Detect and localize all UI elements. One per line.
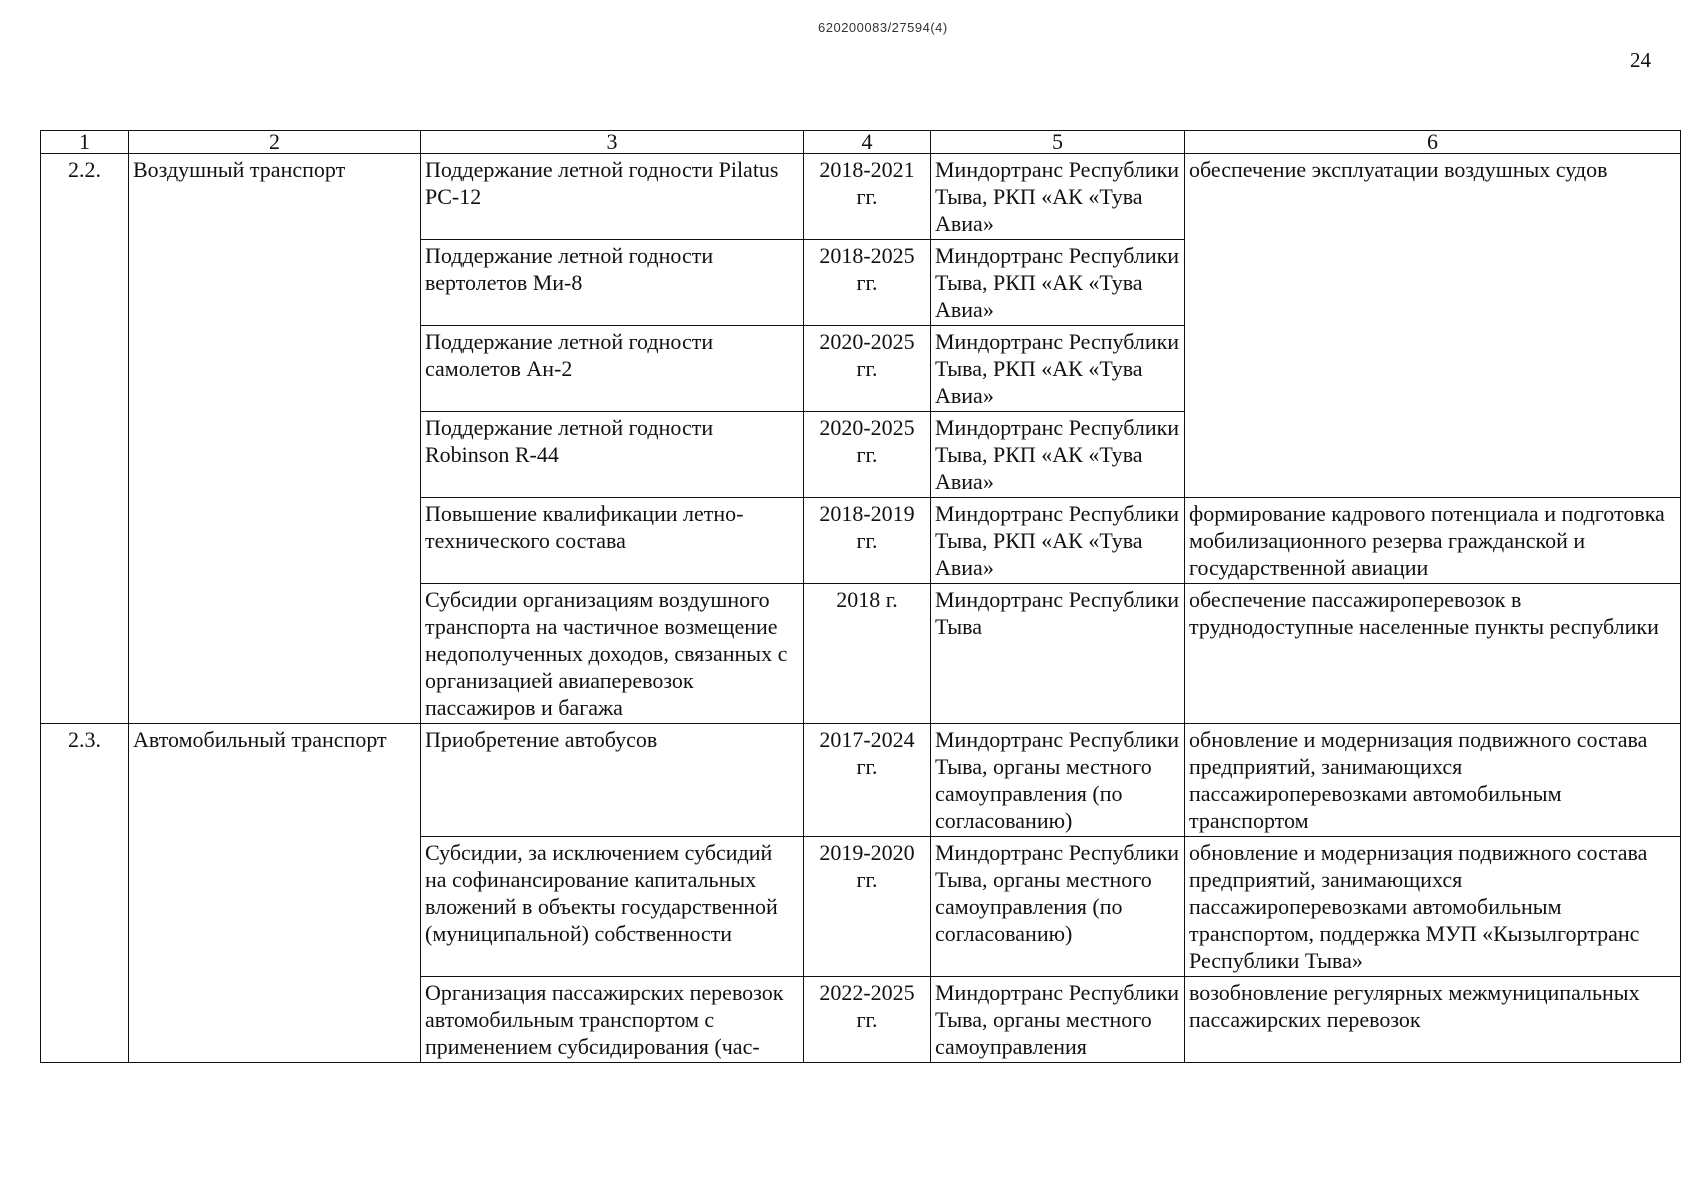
header-col-3: 3	[421, 131, 804, 154]
period-cell: 2018-2019 гг.	[804, 498, 931, 584]
section-name: Воздушный транспорт	[129, 154, 421, 724]
executor-cell: Миндортранс Республики Тыва, органы местного самоуправления (по согласованию)	[931, 837, 1185, 977]
executor-cell: Миндортранс Республики Тыва, РКП «АК «Тува Авиа»	[931, 326, 1185, 412]
header-row	[41, 131, 1681, 154]
executor-cell: Миндортранс Республики Тыва, РКП «АК «Тува Авиа»	[931, 240, 1185, 326]
measure-cell: Организация пассажирских перевозок автомобильным транспортом с применением субсидирования (час-	[421, 977, 804, 1063]
measure-cell: Поддержание летной годности Pilatus PC-12	[421, 154, 804, 240]
period-cell: 2020-2025 гг.	[804, 412, 931, 498]
section-number: 2.3.	[41, 724, 129, 1063]
executor-cell: Миндортранс Республики Тыва, органы местного самоуправления	[931, 977, 1185, 1063]
page-number: 24	[1630, 48, 1651, 72]
measure-cell: Поддержание летной годности самолетов Ан-2	[421, 326, 804, 412]
measure-cell: Поддержание летной годности вертолетов Ми-8	[421, 240, 804, 326]
period-cell: 2022-2025 гг.	[804, 977, 931, 1063]
section-name: Автомобильный транспорт	[129, 724, 421, 1063]
measure-cell: Субсидии, за исключением субсидий на софинансирование капитальных вложений в объекты государственной (муниципальной) собственности	[421, 837, 804, 977]
result-cell: обеспечение пассажироперевозок в труднодоступные населенные пункты республики	[1185, 584, 1681, 724]
result-cell: обновление и модернизация подвижного состава предприятий, занимающихся пассажироперевозками автомобильным транспортом, поддержка МУП «Кызылгортранс Республики Тыва»	[1185, 837, 1681, 977]
period-cell: 2017-2024 гг.	[804, 724, 931, 837]
period-cell: 2018-2025 гг.	[804, 240, 931, 326]
period-cell: 2018-2021 гг.	[804, 154, 931, 240]
table-row	[41, 724, 1681, 837]
table-row	[41, 154, 1681, 240]
section-number: 2.2.	[41, 154, 129, 724]
executor-cell: Миндортранс Республики Тыва, РКП «АК «Тува Авиа»	[931, 412, 1185, 498]
executor-cell: Миндортранс Республики Тыва, органы местного самоуправления (по согласованию)	[931, 724, 1185, 837]
period-cell: 2018 г.	[804, 584, 931, 724]
period-cell: 2020-2025 гг.	[804, 326, 931, 412]
measures-table	[40, 130, 1681, 1063]
executor-cell: Миндортранс Республики Тыва	[931, 584, 1185, 724]
result-cell: формирование кадрового потенциала и подготовка мобилизационного резерва гражданской и государственной авиации	[1185, 498, 1681, 584]
header-col-2: 2	[129, 131, 421, 154]
period-cell: 2019-2020 гг.	[804, 837, 931, 977]
result-cell: обновление и модернизация подвижного состава предприятий, занимающихся пассажироперевозками автомобильным транспортом	[1185, 724, 1681, 837]
measure-cell: Субсидии организациям воздушного транспорта на частичное возмещение недополученных доходов, связанных с организацией авиаперевозок пассажиров и багажа	[421, 584, 804, 724]
executor-cell: Миндортранс Республики Тыва, РКП «АК «Тува Авиа»	[931, 154, 1185, 240]
document-code: 620200083/27594(4)	[818, 20, 948, 35]
measure-cell: Повышение квалификации летно-технического состава	[421, 498, 804, 584]
header-col-6: 6	[1185, 131, 1681, 154]
result-cell: обеспечение эксплуатации воздушных судов	[1185, 154, 1681, 498]
header-col-5: 5	[931, 131, 1185, 154]
header-col-4: 4	[804, 131, 931, 154]
measure-cell: Приобретение автобусов	[421, 724, 804, 837]
header-col-1: 1	[41, 131, 129, 154]
executor-cell: Миндортранс Республики Тыва, РКП «АК «Тува Авиа»	[931, 498, 1185, 584]
measure-cell: Поддержание летной годности Robinson R-44	[421, 412, 804, 498]
result-cell: возобновление регулярных межмуниципальных пассажирских перевозок	[1185, 977, 1681, 1063]
